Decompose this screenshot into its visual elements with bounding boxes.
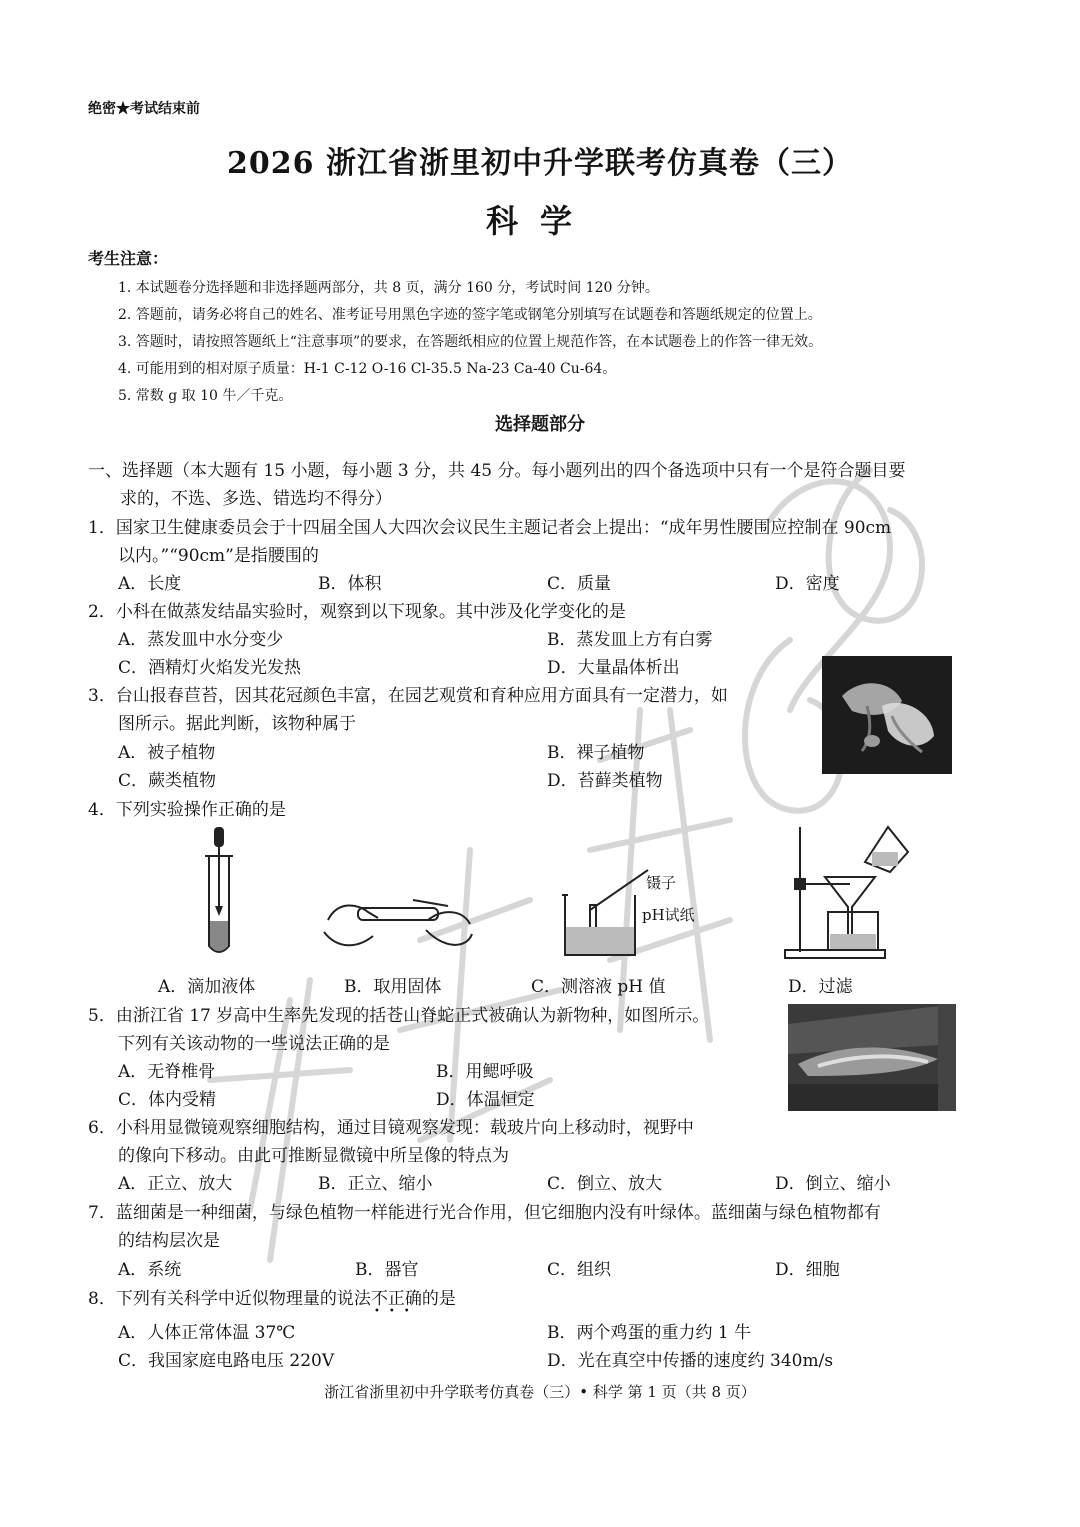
filtration-figure [780, 822, 910, 962]
q2-option-b: B．蒸发皿上方有白雾 [547, 630, 713, 650]
q4-option-a: A．滴加液体 [158, 977, 256, 997]
question-5-stem: 5．由浙江省 17 岁高中生率先发现的括苍山脊蛇正式被确认为新物种，如图所示。 [88, 1006, 710, 1026]
subject-title: 科学 [485, 202, 594, 240]
q8-option-b: B．两个鸡蛋的重力约 1 牛 [547, 1323, 752, 1343]
q8-option-c: C．我国家庭电路电压 220V [118, 1351, 335, 1371]
confidential-mark: 绝密★考试结束前 [88, 101, 200, 117]
q4-option-d: D．过滤 [788, 977, 853, 997]
q3-option-d: D．苔藓类植物 [547, 771, 663, 791]
dropper-tube-figure [195, 826, 255, 958]
notice-heading: 考生注意： [88, 249, 169, 268]
q8-stem-suffix: 的是 [421, 1289, 456, 1309]
question-3-stem-cont: 图所示。据此判断，该物种属于 [118, 714, 356, 734]
question-7-stem: 7．蓝细菌是一种细菌，与绿色植物一样能进行光合作用，但它细胞内没有叶绿体。蓝细菌与绿色植物都有 [88, 1203, 881, 1223]
exam-title: 2026 浙江省浙里初中升学联考仿真卷（三） [227, 146, 853, 181]
q5-option-b: B．用鳃呼吸 [436, 1062, 534, 1082]
q4-option-b: B．取用固体 [344, 977, 442, 997]
notice-item: 5. 常数 g 取 10 牛／千克。 [118, 388, 293, 404]
question-6-stem-cont: 的像向下移动。由此可推断显微镜中所呈像的特点为 [118, 1146, 509, 1166]
snake-photo [788, 1004, 956, 1111]
q4-option-c: C．测溶液 pH 值 [531, 977, 666, 997]
q6-option-a: A．正立、放大 [118, 1174, 233, 1194]
emphasis-dots: ••• [373, 1306, 419, 1317]
q2-option-d: D．大量晶体析出 [547, 658, 680, 678]
question-8-stem [88, 1284, 456, 1317]
q1-option-d: D．密度 [775, 574, 840, 594]
q5-option-d: D．体温恒定 [436, 1090, 535, 1110]
tweezers-label: 镊子 [646, 874, 677, 892]
q3-option-b: B．裸子植物 [547, 743, 645, 763]
q6-option-b: B．正立、缩小 [318, 1174, 433, 1194]
solid-handling-figure [318, 890, 478, 960]
question-3-stem: 3．台山报春苣苔，因其花冠颜色丰富，在园艺观赏和育种应用方面具有一定潜力，如 [88, 686, 728, 706]
question-4-stem: 4．下列实验操作正确的是 [88, 800, 286, 820]
q8-stem-prefix: 8．下列有关科学中近似物理量的说法 [88, 1289, 371, 1309]
question-5-stem-cont: 下列有关该动物的一些说法正确的是 [118, 1034, 390, 1054]
part1-instructions-cont: 求的，不选、多选、错选均不得分） [120, 489, 392, 509]
q3-option-a: A．被子植物 [118, 743, 216, 763]
ph-paper-label: pH试纸 [642, 906, 695, 924]
section-title: 选择题部分 [495, 414, 585, 435]
q7-option-b: B．器官 [355, 1260, 419, 1280]
q1-option-b: B．体积 [318, 574, 382, 594]
q7-option-a: A．系统 [118, 1260, 182, 1280]
notice-item: 4. 可能用到的相对原子质量：H-1 C-12 O-16 Cl-35.5 Na-23 Ca-40 Cu-64。 [118, 361, 617, 377]
q7-option-d: D．细胞 [775, 1260, 840, 1280]
q8-emphasis-text: 不正确 [370, 1289, 422, 1309]
q6-option-c: C．倒立、放大 [547, 1174, 663, 1194]
q1-option-c: C．质量 [547, 574, 612, 594]
q1-option-a: A．长度 [118, 574, 182, 594]
flower-photo [822, 656, 952, 774]
q8-option-a: A．人体正常体温 37℃ [118, 1323, 296, 1343]
question-1-stem: 1．国家卫生健康委员会于十四届全国人大四次会议民生主题记者会上提出：“成年男性腰围应控制在 90cm [88, 518, 892, 538]
question-2-stem: 2．小科在做蒸发结晶实验时，观察到以下现象。其中涉及化学变化的是 [88, 602, 626, 622]
q6-option-d: D．倒立、缩小 [775, 1174, 891, 1194]
q2-option-c: C．酒精灯火焰发光发热 [118, 658, 302, 678]
part1-instructions: 一、选择题（本大题有 15 小题，每小题 3 分，共 45 分。每小题列出的四个备选项中只有一个是符合题目要 [88, 461, 906, 481]
q3-option-c: C．蕨类植物 [118, 771, 217, 791]
question-7-stem-cont: 的结构层次是 [118, 1231, 220, 1251]
page-footer: 浙江省浙里初中升学联考仿真卷（三）• 科学 第 1 页（共 8 页） [324, 1383, 756, 1401]
q8-emphasis [370, 1289, 422, 1317]
q5-option-c: C．体内受精 [118, 1090, 217, 1110]
q5-option-a: A．无脊椎骨 [118, 1062, 216, 1082]
ph-test-figure [560, 865, 650, 960]
notice-item: 2. 答题前，请务必将自己的姓名、准考证号用黑色字迹的签字笔或钢笔分别填写在试题卷和答题纸规定的位置上。 [118, 307, 822, 323]
q8-option-d: D．光在真空中传播的速度约 340m/s [547, 1351, 834, 1371]
notice-item: 1. 本试题卷分选择题和非选择题两部分，共 8 页，满分 160 分，考试时间 120 分钟。 [118, 280, 659, 296]
q7-option-c: C．组织 [547, 1260, 612, 1280]
question-6-stem: 6．小科用显微镜观察细胞结构，通过目镜观察发现：载玻片向上移动时，视野中 [88, 1118, 694, 1138]
notice-item: 3. 答题时，请按照答题纸上“注意事项”的要求，在答题纸相应的位置上规范作答，在本试题卷上的作答一律无效。 [118, 334, 823, 350]
question-1-stem-cont: 以内。”“90cm”是指腰围的 [118, 546, 319, 566]
q2-option-a: A．蒸发皿中水分变少 [118, 630, 284, 650]
